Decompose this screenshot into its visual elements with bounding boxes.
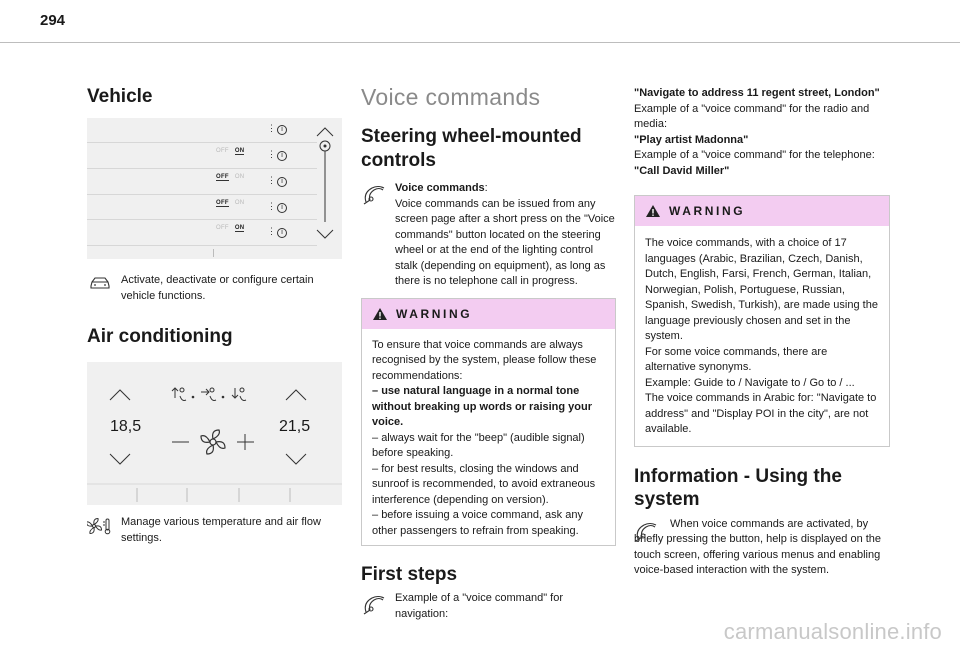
info-icon[interactable]: i bbox=[277, 151, 287, 161]
more-dots-icon[interactable]: ⋮ bbox=[267, 226, 276, 236]
vehicle-description-row bbox=[87, 273, 342, 304]
warning-title: WARNING bbox=[396, 306, 473, 321]
command-call: "Call David Miller" bbox=[634, 164, 730, 177]
more-dots-icon[interactable]: ⋮ bbox=[267, 175, 276, 185]
information-text: When voice commands are activated, by briefly pressing the button, help is displayed on the touch screen, offering various menus and enabling voice-based interaction with the system. bbox=[634, 517, 882, 576]
voice-command-icon bbox=[361, 183, 387, 205]
warning-item: – use natural language in a normal tone without breaking up words or raising your voice. bbox=[372, 385, 593, 428]
watermark: carmanualsonline.info bbox=[723, 619, 942, 644]
information-block bbox=[634, 517, 890, 579]
command-play: "Play artist Madonna" bbox=[634, 133, 749, 146]
warning-icon bbox=[645, 204, 661, 218]
first-steps-title: First steps bbox=[361, 564, 458, 585]
warning-item: – for best results, closing the windows and sunroof is recommended, to avoid extraneous interference (depending on version). bbox=[372, 462, 596, 506]
temperature-right: 21,5 bbox=[279, 418, 311, 435]
command-examples bbox=[634, 86, 890, 179]
voice-command-icon bbox=[634, 520, 658, 542]
vehicle-row-divider bbox=[87, 194, 317, 195]
vehicle-row-divider bbox=[87, 168, 317, 169]
warning-synonyms: For some voice commands, there are alternative synonyms. bbox=[645, 345, 828, 373]
warning-body bbox=[635, 226, 889, 446]
air-description-row bbox=[87, 515, 342, 546]
toggle-switch[interactable]: OFF ON bbox=[216, 200, 245, 206]
temperature-left: 18,5 bbox=[110, 418, 142, 435]
more-dots-icon[interactable]: ⋮ bbox=[267, 123, 276, 133]
column-1 bbox=[87, 74, 342, 546]
warning-box bbox=[361, 298, 616, 547]
warning-arabic: The voice commands in Arabic for: "Navigate to address" and "Display POI in the city", are not available. bbox=[645, 392, 877, 435]
info-icon[interactable]: i bbox=[277, 177, 287, 187]
vehicle-title: Vehicle bbox=[87, 86, 153, 107]
info-icon[interactable]: i bbox=[277, 203, 287, 213]
tab-divider bbox=[213, 249, 214, 257]
command-navigate: "Navigate to address 11 regent street, London" bbox=[634, 87, 880, 99]
toggle-switch[interactable]: OFF ON bbox=[216, 225, 245, 231]
warning-box bbox=[634, 195, 890, 447]
voice-command-icon bbox=[361, 593, 387, 615]
steering-title: Steering wheel-mounted controls bbox=[361, 126, 582, 171]
fan-temperature-icon bbox=[87, 517, 113, 535]
warning-item: – before issuing a voice command, ask any other passengers to refrain from speaking. bbox=[372, 509, 583, 537]
air-screen-mock bbox=[87, 362, 342, 505]
warning-languages: The voice commands, with a choice of 17 languages (Arabic, Brazilian, Czech, Danish, Dutch, English, Farsi, French, German, Italian, Norwegian, Polish, Portuguese, Russian, Spanish, Swedish, Turkish), are made using the language previously chosen and set in the system. bbox=[645, 237, 878, 342]
information-title: Information - Using the system bbox=[634, 465, 842, 510]
scroll-control[interactable] bbox=[313, 124, 337, 244]
vehicle-row-divider bbox=[87, 245, 317, 246]
page-number: 294 bbox=[40, 12, 66, 29]
first-steps-text: Example of a "voice command" for navigation: bbox=[395, 592, 563, 620]
car-icon bbox=[87, 275, 113, 291]
vehicle-screen-mock bbox=[87, 118, 342, 259]
column-3 bbox=[634, 86, 890, 579]
voice-commands-title: Voice commands bbox=[361, 84, 541, 110]
warning-intro: To ensure that voice commands are always recognised by the system, please follow these recommendations: bbox=[372, 338, 597, 382]
vehicle-description: Activate, deactivate or configure certain vehicle functions. bbox=[121, 274, 314, 302]
top-rule bbox=[0, 42, 960, 43]
info-icon[interactable]: i bbox=[277, 228, 287, 238]
toggle-switch[interactable]: OFF ON bbox=[216, 174, 245, 180]
warning-item: – always wait for the "beep" (audible signal) before speaking. bbox=[372, 431, 585, 459]
info-icon[interactable]: i bbox=[277, 125, 287, 135]
air-conditioning-title: Air conditioning bbox=[87, 326, 233, 347]
voice-commands-intro: Voice commands: Voice commands can be issued from any screen page after a short press on the "Voice commands" button located on the steering wheel or at the end of the lighting control stalk (depending on equipment), as long as there is no telephone call in progress. bbox=[395, 182, 615, 287]
vehicle-row-divider bbox=[87, 142, 317, 143]
warning-icon bbox=[372, 307, 388, 321]
warning-header bbox=[635, 196, 889, 226]
command-phone-desc: Example of a "voice command" for the telephone: bbox=[634, 149, 875, 161]
air-description: Manage various temperature and air flow settings. bbox=[121, 516, 321, 544]
warning-header bbox=[362, 299, 615, 329]
voice-commands-row bbox=[361, 181, 616, 290]
warning-title: WARNING bbox=[669, 204, 746, 218]
first-steps-row bbox=[361, 591, 616, 622]
column-2 bbox=[361, 84, 616, 622]
command-radio-desc: Example of a "voice command" for the radio and media: bbox=[634, 102, 870, 130]
more-dots-icon[interactable]: ⋮ bbox=[267, 201, 276, 211]
warning-body bbox=[362, 329, 615, 546]
vehicle-row-divider bbox=[87, 219, 317, 220]
toggle-switch[interactable]: OFF ON bbox=[216, 148, 245, 154]
more-dots-icon[interactable]: ⋮ bbox=[267, 149, 276, 159]
warning-example: Example: Guide to / Navigate to / Go to / ... bbox=[645, 376, 855, 389]
